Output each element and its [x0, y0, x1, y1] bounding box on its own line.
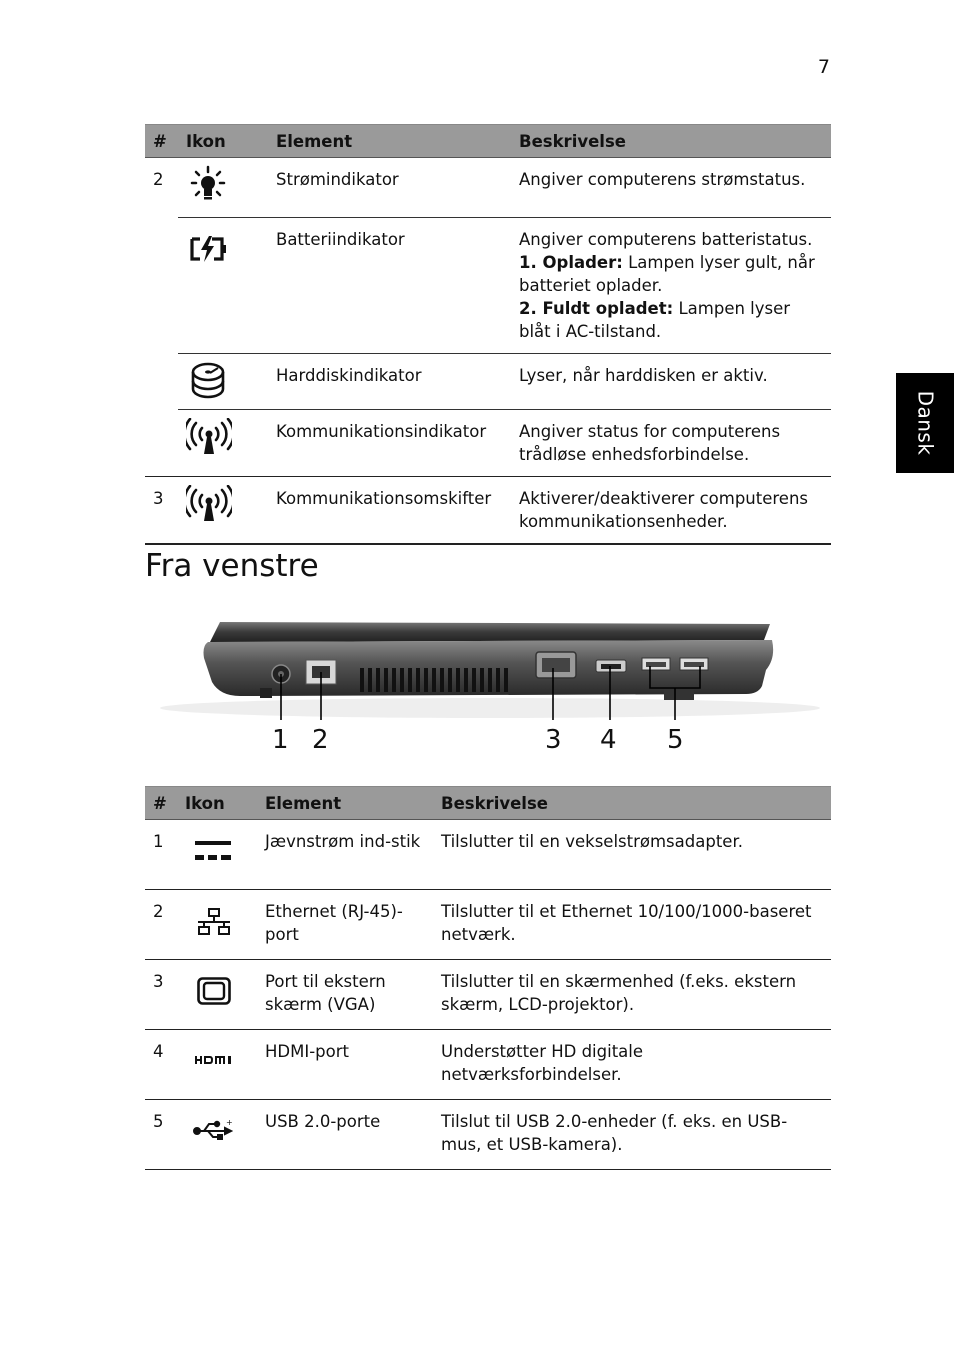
col-header-num: #: [145, 787, 177, 820]
element-name: Jævnstrøm ind-stik: [257, 820, 433, 890]
wireless-icon: [178, 477, 268, 545]
element-description: Tilslut til USB 2.0-enheder (f. eks. en USB-mus, et USB-kamera).: [433, 1100, 831, 1170]
table-row: [145, 820, 831, 890]
element-description: Tilslutter til en skærmenhed (f.eks. ekstern skærm, LCD-projektor).: [433, 960, 831, 1030]
dc-in-icon: [177, 820, 257, 890]
col-header-icon: Ikon: [178, 125, 268, 158]
row-number: 1: [145, 820, 177, 890]
table-row: [145, 1100, 831, 1170]
laptop-left-side-figure: [160, 610, 820, 760]
element-description: Understøtter HD digitale netværksforbindelser.: [433, 1030, 831, 1100]
row-number: 2: [145, 158, 178, 477]
element-description: [511, 218, 831, 354]
element-name: Kommunikationsindikator: [268, 410, 511, 477]
row-number: 5: [145, 1100, 177, 1170]
table-row: [145, 218, 831, 354]
callout-label: 1: [272, 725, 289, 755]
port-table: [145, 786, 831, 1170]
item-label: 1. Oplader:: [519, 253, 623, 272]
callout-label: 5: [667, 725, 684, 755]
description-item: [519, 297, 825, 343]
item-label: 2. Fuldt opladet:: [519, 299, 674, 318]
col-header-num: #: [145, 125, 178, 158]
element-name: USB 2.0-porte: [257, 1100, 433, 1170]
table-row: [145, 477, 831, 545]
element-name: Harddiskindikator: [268, 354, 511, 410]
language-tab: [896, 373, 954, 473]
description-text: Angiver computerens batteristatus.: [519, 230, 813, 249]
element-name: Strømindikator: [268, 158, 511, 218]
element-description: Lyser, når harddisken er aktiv.: [511, 354, 831, 410]
power-bulb-icon: [178, 158, 268, 218]
element-name: Port til ekstern skærm (VGA): [257, 960, 433, 1030]
element-description: Angiver computerens strømstatus.: [511, 158, 831, 218]
description-item: [519, 251, 825, 297]
hdmi-icon: [177, 1030, 257, 1100]
col-header-description: Beskrivelse: [433, 787, 831, 820]
element-name: Ethernet (RJ-45)-port: [257, 890, 433, 960]
row-number: 4: [145, 1030, 177, 1100]
table-row: [145, 890, 831, 960]
indicator-table: [145, 124, 831, 545]
element-name: HDMI-port: [257, 1030, 433, 1100]
element-description: Tilslutter til en vekselstrømsadapter.: [433, 820, 831, 890]
svg-text:+: +: [226, 1118, 233, 1127]
element-description: Angiver status for computerens trådløse enhedsforbindelse.: [511, 410, 831, 477]
row-number: 3: [145, 477, 178, 545]
row-number: 3: [145, 960, 177, 1030]
hdd-icon: [178, 354, 268, 410]
battery-icon: [178, 218, 268, 354]
element-name: Kommunikationsomskifter: [268, 477, 511, 545]
language-tab-label: Dansk: [913, 390, 937, 456]
item-text: Lampen lyser blåt i AC-tilstand.: [519, 299, 791, 341]
element-name: Batteriindikator: [268, 218, 511, 354]
section-title: Fra venstre: [145, 548, 319, 584]
item-text: Lampen lyser gult, når batteriet oplader.: [519, 253, 815, 295]
element-description: Aktiverer/deaktiverer computerens kommunikationsenheder.: [511, 477, 831, 545]
wireless-icon: [178, 410, 268, 477]
callout-label: 2: [312, 725, 329, 755]
usb-icon: [177, 1100, 257, 1170]
table-row: [145, 410, 831, 477]
col-header-element: Element: [268, 125, 511, 158]
col-header-description: Beskrivelse: [511, 125, 831, 158]
table-row: [145, 354, 831, 410]
col-header-element: Element: [257, 787, 433, 820]
element-description: Tilslutter til et Ethernet 10/100/1000-baseret netværk.: [433, 890, 831, 960]
table-row: [145, 1030, 831, 1100]
callout-label: 3: [545, 725, 562, 755]
vga-icon: [177, 960, 257, 1030]
ethernet-icon: [177, 890, 257, 960]
table-row: [145, 158, 831, 218]
col-header-icon: Ikon: [177, 787, 257, 820]
page-number: 7: [817, 56, 830, 78]
callout-label: 4: [600, 725, 617, 755]
row-number: 2: [145, 890, 177, 960]
table-row: [145, 960, 831, 1030]
